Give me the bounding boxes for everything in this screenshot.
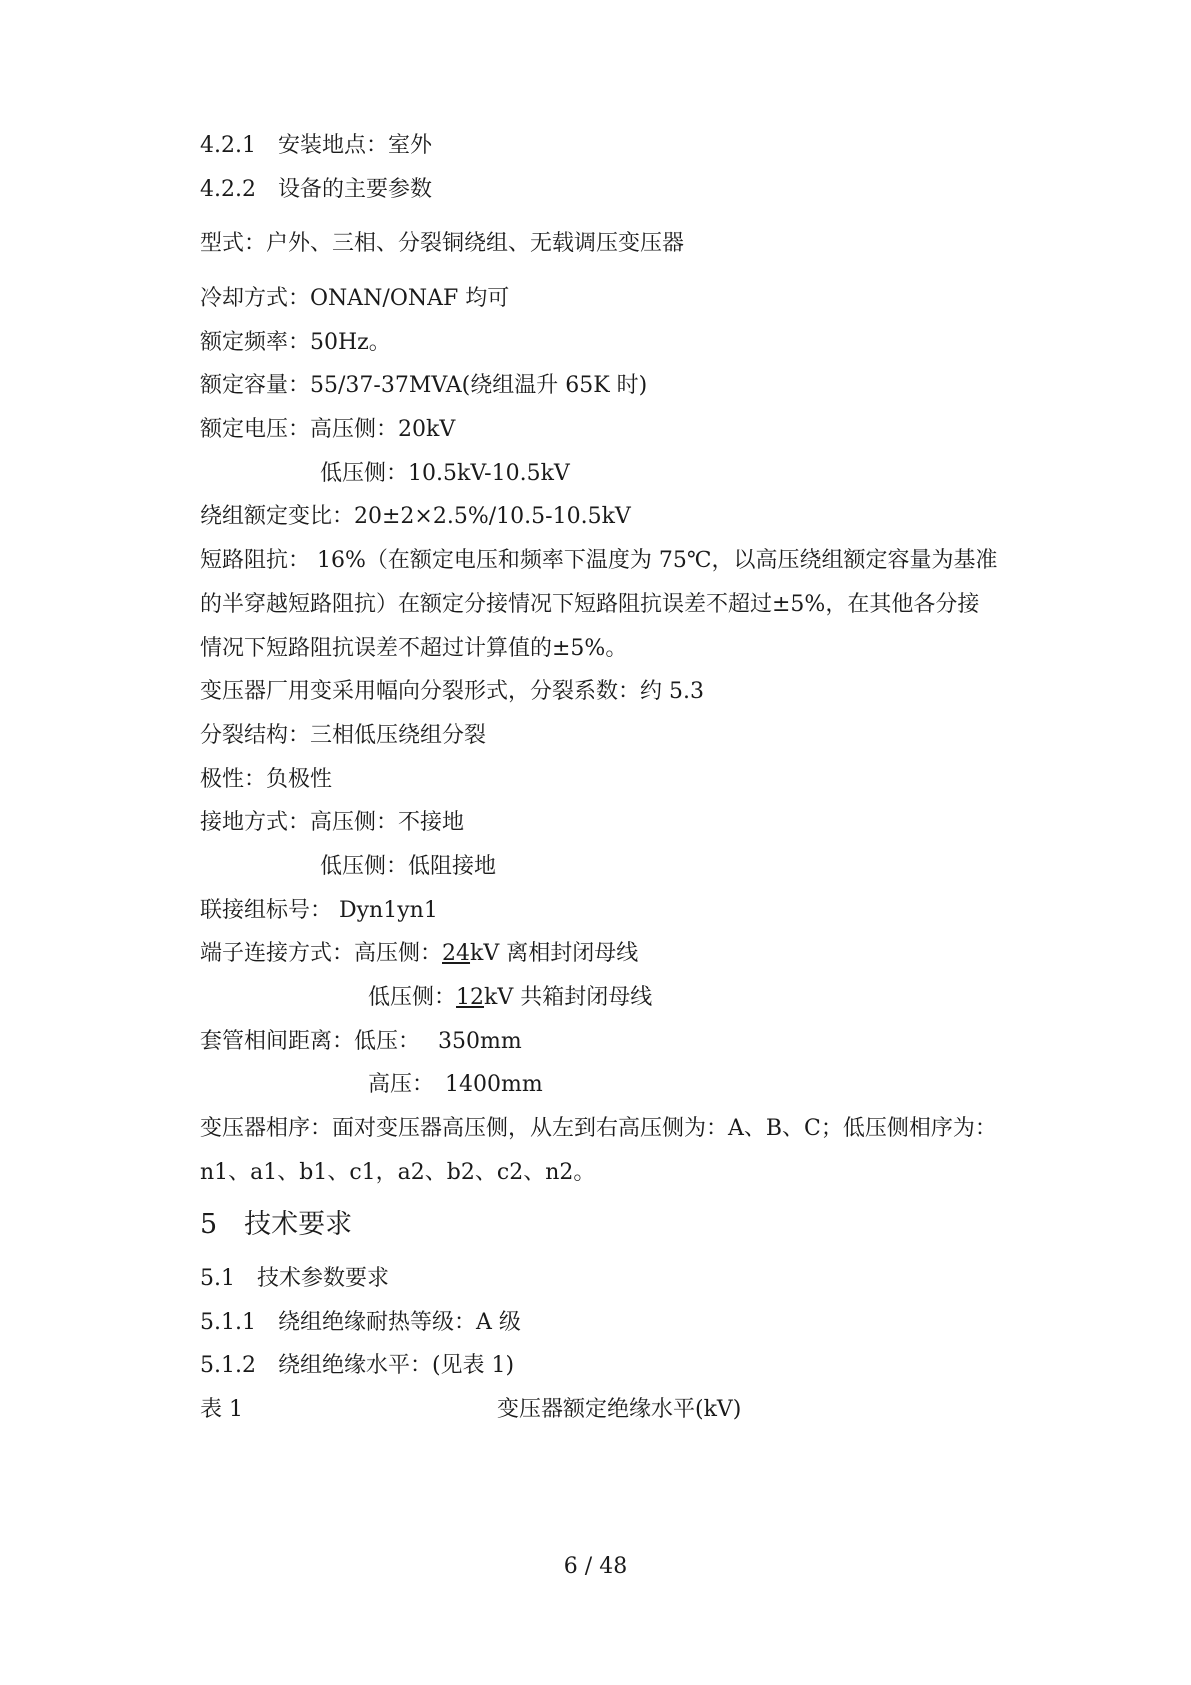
section-5-1: 5.1 技术参数要求 [200,1266,389,1291]
section-4-2-1: 4.2.1 安装地点：室外 [200,133,432,158]
param-terminal-hv [200,939,638,969]
param-voltage-hv: 额定电压：高压侧：20kV [200,417,456,442]
page-number: 6 / 48 [563,1554,628,1579]
param-type: 型式：户外、三相、分裂铜绕组、无载调压变压器 [200,231,685,256]
param-vector-group: 联接组标号： Dyn1yn1 [200,898,438,923]
param-phase-seq-1: 变压器相序：面对变压器高压侧，从左到右高压侧为：A、B、C；低压侧相序为： [200,1116,997,1141]
param-frequency: 额定频率：50Hz。 [200,330,391,355]
param-voltage-lv: 低压侧：10.5kV-10.5kV [320,461,570,486]
section-5-1-1: 5.1.1 绕组绝缘耐热等级：A 级 [200,1310,521,1335]
section-5-1-2: 5.1.2 绕组绝缘水平：(见表 1) [200,1353,515,1378]
table-caption: 变压器额定绝缘水平(kV) [497,1397,742,1422]
table-label: 表 1 [200,1397,243,1422]
terminal-hv-voltage: 24 [442,941,471,966]
param-phase-seq-2: n1、a1、b1、c1，a2、b2、c2、n2。 [200,1160,596,1185]
param-bushing-hv: 高压： 1400mm [368,1072,543,1097]
param-grounding-lv: 低压侧：低阻接地 [320,854,497,879]
param-polarity: 极性：负极性 [200,767,333,792]
param-grounding-hv: 接地方式：高压侧：不接地 [200,810,465,835]
param-capacity: 额定容量：55/37-37MVA(绕组温升 65K 时) [200,373,648,398]
terminal-lv-label: 低压侧： [368,985,457,1010]
param-bushing-lv: 套管相间距离：低压： 350mm [200,1029,522,1054]
param-split-form: 变压器厂用变采用幅向分裂形式，分裂系数：约 5.3 [200,679,704,704]
terminal-lv-bus: kV 共箱封闭母线 [484,985,653,1010]
param-terminal-lv [368,983,652,1013]
param-ratio: 绕组额定变比：20±2×2.5%/10.5-10.5kV [200,504,631,529]
terminal-lv-voltage: 12 [456,985,485,1010]
param-impedance-2: 的半穿越短路阻抗）在额定分接情况下短路阻抗误差不超过±5%，在其他各分接 [200,592,980,617]
section-4-2-2: 4.2.2 设备的主要参数 [200,177,432,202]
param-cooling: 冷却方式：ONAN/ONAF 均可 [200,286,510,311]
param-split-structure: 分裂结构：三相低压绕组分裂 [200,723,487,748]
param-impedance-1: 短路阻抗： 16%（在额定电压和频率下温度为 75℃，以高压绕组额定容量为基准 [200,548,998,573]
terminal-hv-label: 端子连接方式：高压侧： [200,941,443,966]
section-5-heading: 5 技术要求 [200,1209,353,1240]
param-impedance-3: 情况下短路阻抗误差不超过计算值的±5%。 [200,636,628,661]
terminal-hv-bus: kV 离相封闭母线 [470,941,639,966]
